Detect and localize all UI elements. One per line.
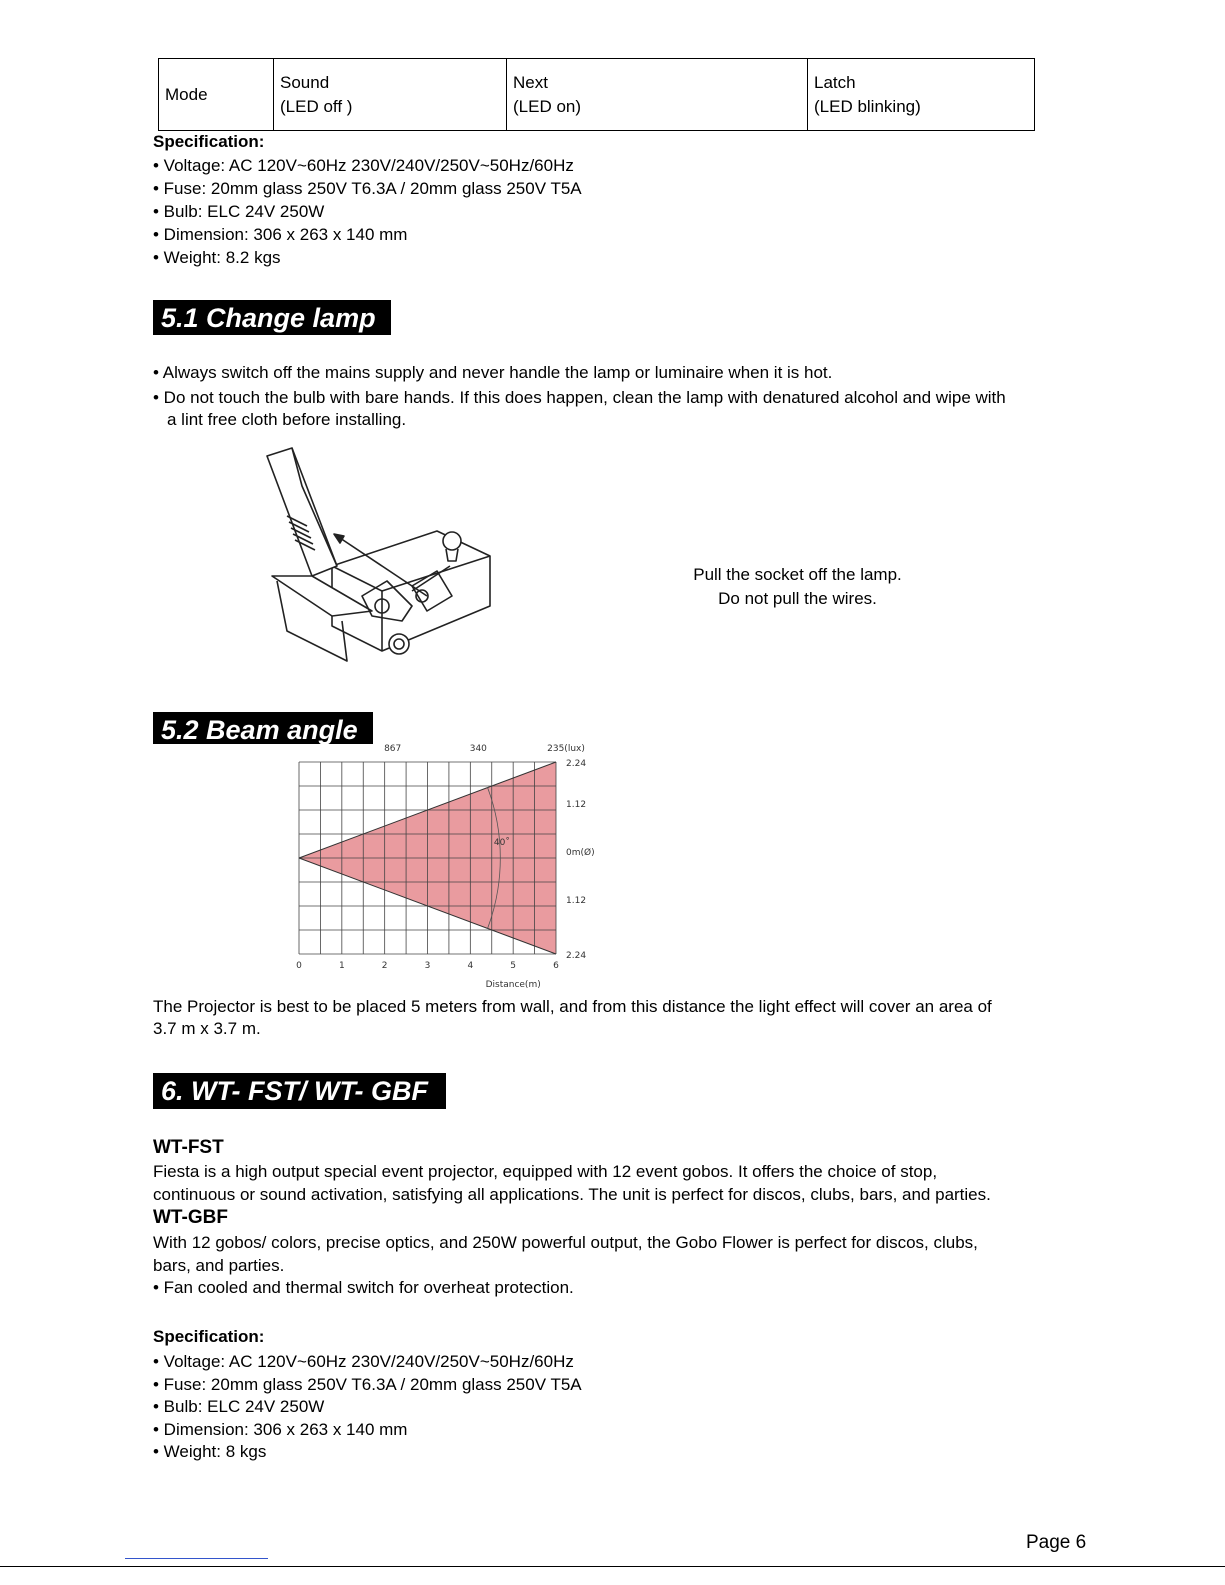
x-tick-label: 3 [424, 961, 431, 971]
section-5-1-heading: 5.1 Change lamp [153, 300, 391, 335]
x-tick-label: 2 [381, 961, 388, 971]
spec2-voltage: • Voltage: AC 120V~60Hz 230V/240V/250V~50Hz/60Hz [153, 1352, 574, 1371]
x-tick-label: 1 [338, 961, 345, 971]
wt-gbf-line-1: With 12 gobos/ colors, precise optics, and 250W powerful output, the Gobo Flower is perfect for discos, clubs, [153, 1233, 978, 1252]
spec1-title: Specification: [153, 132, 265, 151]
footer-link-underline [125, 1558, 268, 1559]
section-5-2-heading: 5.2 Beam angle [153, 712, 373, 744]
spec2-bulb: • Bulb: ELC 24V 250W [153, 1397, 325, 1416]
lamp-bullet-1: • Always switch off the mains supply and never handle the lamp or luminaire when it is hot. [153, 363, 833, 382]
x-tick-label: 5 [510, 961, 517, 971]
lux-label: 340 [469, 744, 487, 754]
page-number: Page 6 [1026, 1532, 1087, 1553]
mode-latch-led: (LED blinking) [814, 96, 921, 116]
spec2-fuse: • Fuse: 20mm glass 250V T6.3A / 20mm glass 250V T5A [153, 1375, 582, 1394]
mode-latch-cell [808, 59, 1035, 131]
spec2-weight: • Weight: 8 kgs [153, 1442, 267, 1461]
x-axis-label: Distance(m) [485, 980, 541, 990]
mode-next-name: Next [513, 72, 548, 92]
lamp-bullet-2-cont: a lint free cloth before installing. [167, 410, 407, 429]
wt-fst-title: WT-FST [153, 1137, 224, 1158]
wt-gbf-line-3: • Fan cooled and thermal switch for overheat protection. [153, 1278, 574, 1297]
wt-gbf-line-2: bars, and parties. [153, 1256, 285, 1275]
right-axis-label: 0m(Ø) [566, 848, 595, 858]
right-axis-label: 1.12 [566, 800, 587, 810]
mode-next-led: (LED on) [513, 96, 582, 116]
lamp-caption-1: Pull the socket off the lamp. [693, 565, 902, 584]
x-tick-label: 4 [467, 961, 474, 971]
lamp-caption-2: Do not pull the wires. [718, 589, 877, 608]
spec1-weight: • Weight: 8.2 kgs [153, 248, 281, 267]
beam-angle-label: 40˚ [493, 838, 510, 849]
spec2-dimension: • Dimension: 306 x 263 x 140 mm [153, 1420, 408, 1439]
section-6-heading: 6. WT- FST/ WT- GBF [153, 1073, 446, 1109]
x-tick-label: 0 [296, 961, 302, 971]
lamp-bullet-2: • Do not touch the bulb with bare hands. If this does happen, clean the lamp with denatured alcohol and wipe with [153, 388, 1006, 407]
mode-latch-name: Latch [814, 72, 856, 92]
spec1-fuse: • Fuse: 20mm glass 250V T6.3A / 20mm glass 250V T5A [153, 179, 582, 198]
wt-gbf-title: WT-GBF [153, 1207, 228, 1228]
spec1-bulb: • Bulb: ELC 24V 250W [153, 202, 325, 221]
beam-paragraph-2: 3.7 m x 3.7 m. [153, 1019, 261, 1038]
mode-label: Mode [159, 59, 274, 131]
mode-next-cell [507, 59, 808, 131]
beam-paragraph-1: The Projector is best to be placed 5 meters from wall, and from this distance the light effect will cover an area of [153, 997, 992, 1016]
right-axis-label: 2.24 [566, 759, 587, 769]
lux-label: 867 [384, 744, 402, 754]
spec1-dimension: • Dimension: 306 x 263 x 140 mm [153, 225, 408, 244]
lamp-change-illustration [262, 446, 502, 686]
spec2-title: Specification: [153, 1327, 265, 1346]
footer-divider [0, 1566, 1225, 1567]
lux-label: 235(lux) [547, 744, 585, 754]
mode-sound-cell [274, 59, 507, 131]
mode-sound-name: Sound [280, 72, 330, 92]
wt-fst-line-1: Fiesta is a high output special event projector, equipped with 12 event gobos. It offers the choice of stop, [153, 1162, 938, 1181]
right-axis-label: 2.24 [566, 951, 587, 961]
mode-table [158, 58, 1035, 131]
wt-fst-line-2: continuous or sound activation, satisfying all applications. The unit is perfect for discos, clubs, bars, and parties. [153, 1185, 991, 1204]
spec1-voltage: • Voltage: AC 120V~60Hz 230V/240V/250V~50Hz/60Hz [153, 156, 574, 175]
x-tick-label: 6 [553, 961, 559, 971]
right-axis-label: 1.12 [566, 896, 587, 906]
beam-angle-chart [285, 738, 615, 996]
mode-sound-led: (LED off ) [280, 96, 353, 116]
